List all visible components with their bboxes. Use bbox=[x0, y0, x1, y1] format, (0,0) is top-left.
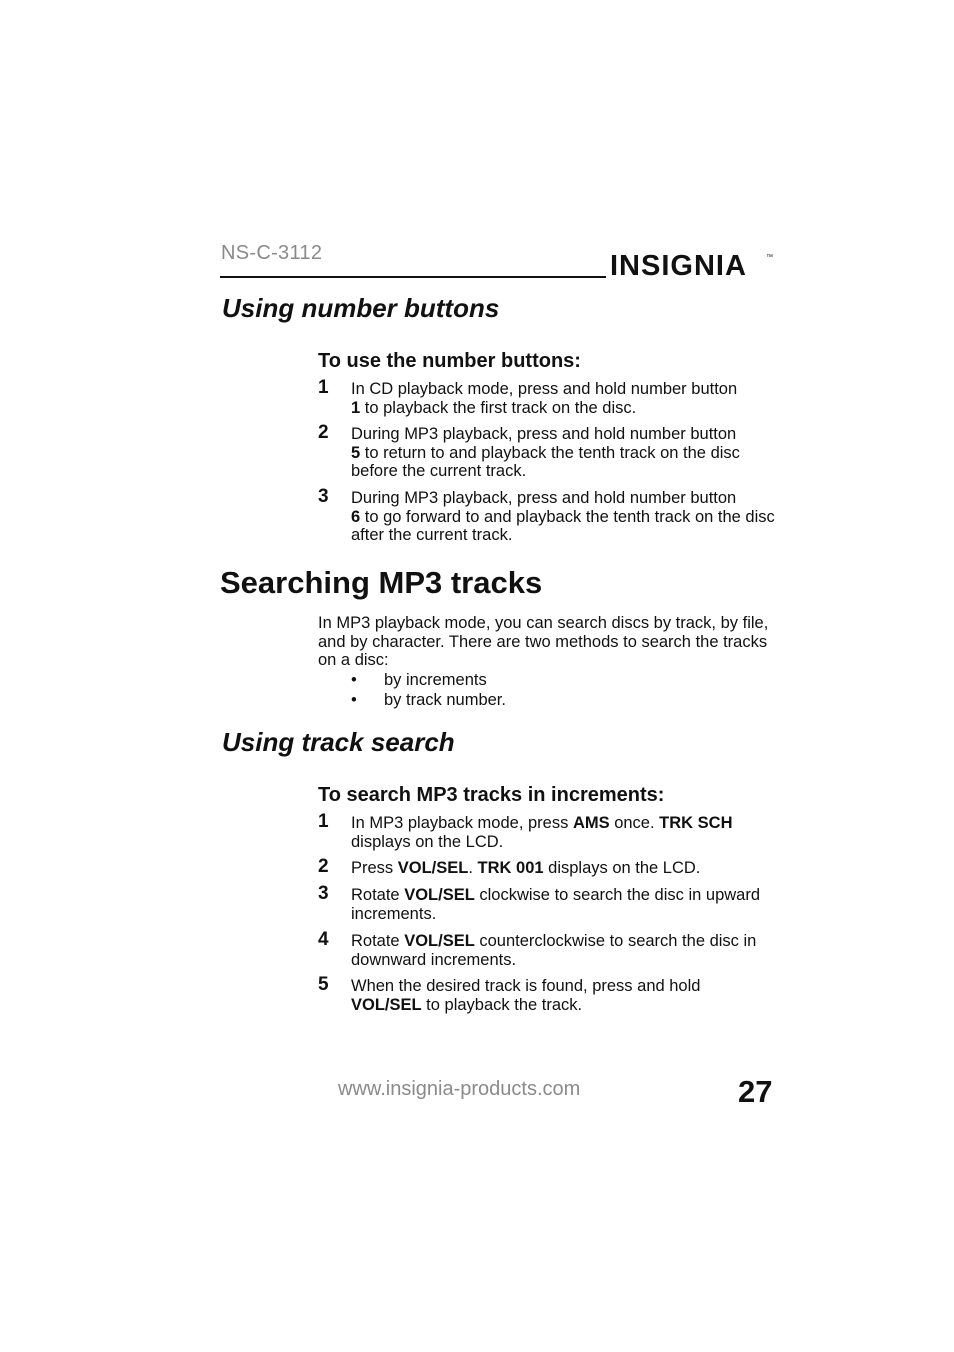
bullet-item: by track number. bbox=[384, 691, 506, 709]
step-text: During MP3 playback, press and hold number button 5 to return to and playback the tenth track on the disc before the current track. bbox=[351, 425, 740, 480]
step-text: Rotate VOL/SEL clockwise to search the disc in upward increments. bbox=[351, 886, 761, 923]
logo-wordmark: INSIGNIA bbox=[610, 250, 747, 282]
insignia-logo bbox=[610, 241, 774, 285]
model-number: NS-C-3112 bbox=[221, 242, 323, 264]
page-number: 27 bbox=[738, 1074, 773, 1109]
heading-using-number-buttons: Using number buttons bbox=[222, 293, 500, 323]
step-number: 3 bbox=[318, 883, 329, 904]
step-number: 1 bbox=[318, 377, 329, 398]
subheading-track-increments: To search MP3 tracks in increments: bbox=[318, 784, 665, 806]
bullet-item: by increments bbox=[384, 671, 487, 689]
step-text: When the desired track is found, press and hold VOL/SEL to playback the track. bbox=[351, 977, 701, 1014]
step-number: 1 bbox=[318, 811, 329, 832]
intro-paragraph: In MP3 playback mode, you can search discs by track, by file, and by character. There are two methods to search the tracks on a disc: bbox=[318, 614, 769, 669]
step-number: 2 bbox=[318, 422, 329, 443]
step-number: 2 bbox=[318, 856, 329, 877]
step-text: In CD playback mode, press and hold number button 1 to playback the first track on the disc. bbox=[351, 380, 738, 417]
step-number: 4 bbox=[318, 929, 329, 950]
bullet-icon: • bbox=[351, 691, 357, 709]
heading-searching-mp3-tracks: Searching MP3 tracks bbox=[220, 565, 543, 600]
step-number: 3 bbox=[318, 486, 329, 507]
subheading-number-buttons: To use the number buttons: bbox=[318, 350, 581, 372]
step-text: During MP3 playback, press and hold number button 6 to go forward to and playback the tenth track on the disc after the current track. bbox=[351, 489, 775, 544]
step-text: Rotate VOL/SEL counterclockwise to search the disc in downward increments. bbox=[351, 932, 757, 969]
step-number: 5 bbox=[318, 974, 329, 995]
footer-url: www.insignia-products.com bbox=[338, 1078, 581, 1100]
step-text: Press VOL/SEL. TRK 001 displays on the LCD. bbox=[351, 859, 701, 877]
bullet-icon: • bbox=[351, 671, 357, 689]
step-text: In MP3 playback mode, press AMS once. TRK SCH displays on the LCD. bbox=[351, 814, 733, 851]
heading-using-track-search: Using track search bbox=[222, 727, 455, 757]
header-rule bbox=[220, 276, 606, 278]
logo-trademark: ™ bbox=[766, 254, 773, 261]
